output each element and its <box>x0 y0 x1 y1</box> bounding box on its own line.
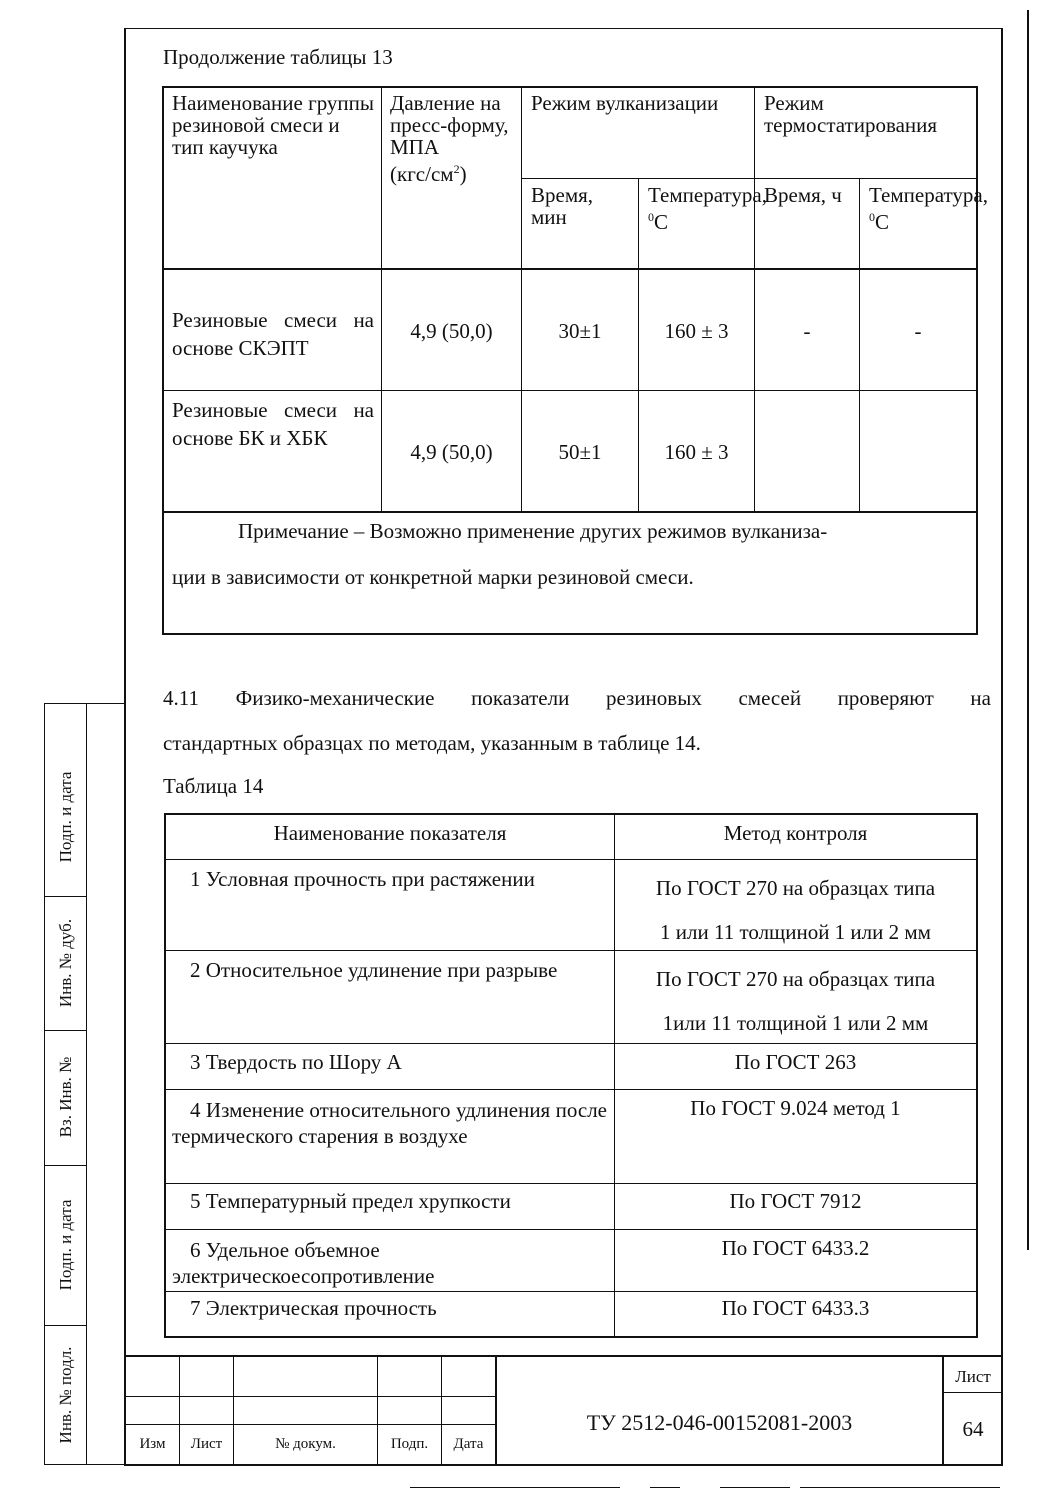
sheet-label: Лист <box>955 1367 991 1386</box>
t14-row2-name: 2 Относительное удлинение при разрыве <box>190 958 558 982</box>
t13-header-thermo-time: Время, ч <box>764 183 842 207</box>
margin-label-inv-dub: Инв. № дуб. <box>56 918 75 1008</box>
margin-label-vz-inv: Вз. Инв. № <box>56 1056 75 1138</box>
margin-label-sign-date-1: Подп. и дата <box>56 771 75 863</box>
t14-row1-method: По ГОСТ 270 на образцах типа 1 или 11 толщиной 1 или 2 мм <box>655 876 936 944</box>
t13-row2-time: 50±1 <box>558 440 602 464</box>
scan-mark <box>720 1487 790 1488</box>
stamp-list: Лист <box>190 1436 223 1452</box>
t14-row1-name: 1 Условная прочность при растяжении <box>190 867 535 891</box>
scan-mark <box>410 1487 620 1488</box>
t14-row7-name: 7 Электрическая прочность <box>190 1296 437 1320</box>
t13-row2-temp: 160 ± 3 <box>664 440 729 464</box>
t13-row1-pressure: 4,9 (50,0) <box>410 319 493 343</box>
t13-row1-thermo-time: - <box>803 319 811 343</box>
t13-note-line2: ции в зависимости от конкретной марки резиновой смеси. <box>172 565 694 589</box>
para-4-11-line2: стандартных образцах по методам, указанным в таблице 14. <box>163 731 701 755</box>
t14-row3-method: По ГОСТ 263 <box>734 1050 857 1074</box>
margin-label-sign-date-2: Подп. и дата <box>56 1199 75 1291</box>
scan-mark <box>800 1487 1000 1488</box>
t13-row1-temp: 160 ± 3 <box>664 319 729 343</box>
t13-row1-thermo-temp: - <box>914 319 922 343</box>
sheet-number: 64 <box>962 1417 984 1441</box>
t13-row1-group: Резиновые смеси на основе СКЭПТ <box>172 308 374 360</box>
t13-header-group: Наименование группы резиновой смеси и тип каучука <box>172 91 375 159</box>
t13-header-pressure: Давление на пресс-форму, МПА $(кгс/см^2)$ <box>390 91 509 186</box>
t13-header-vulcanization: Режим вулканизации <box>531 91 719 115</box>
stamp-izm: Изм <box>139 1436 166 1452</box>
t14-row5-name: 5 Температурный предел хрупкости <box>190 1189 511 1213</box>
t14-row4-name: 4 Изменение относительного удлинения после термического старения в воздухе <box>172 1098 607 1148</box>
t13-row1-time: 30±1 <box>558 319 602 343</box>
t14-row6-name: 6 Удельное объемное электрическоесопротивление <box>172 1238 435 1288</box>
t13-row2-group: Резиновые смеси на основе БК и ХБК <box>172 398 374 450</box>
t13-note-line1: Примечание – Возможно применение других режимов вулканиза- <box>238 519 828 543</box>
scan-mark <box>650 1487 680 1488</box>
t13-header-thermo-temp: Температура, $^0$С <box>869 183 988 234</box>
t14-header-method: Метод контроля <box>723 821 868 845</box>
stamp-data: Дата <box>453 1436 484 1452</box>
t14-row4-method: По ГОСТ 9.024 метод 1 <box>690 1096 901 1120</box>
t14-row5-method: По ГОСТ 7912 <box>729 1189 862 1213</box>
para-4-11-line1: 4.11 Физико-механические показатели резиновых смесей проверяют на <box>163 686 991 710</box>
table13-caption: Продолжение таблицы 13 <box>163 45 393 69</box>
t14-row7-method: По ГОСТ 6433.3 <box>721 1296 870 1320</box>
stamp-podp: Подп. <box>390 1436 429 1452</box>
t14-row6-method: По ГОСТ 6433.2 <box>721 1236 870 1260</box>
stamp-doc-no: № докум. <box>275 1436 336 1452</box>
margin-label-inv-podl: Инв. № подл. <box>56 1346 75 1444</box>
t13-header-vulc-temp: Температура, $^0$С <box>648 183 767 234</box>
table14-caption: Таблица 14 <box>163 774 264 798</box>
t13-row2-pressure: 4,9 (50,0) <box>410 440 493 464</box>
t13-header-thermostat: Режим термостатирования <box>764 91 938 137</box>
t14-row3-name: 3 Твердость по Шору А <box>190 1050 402 1074</box>
t14-row2-method: По ГОСТ 270 на образцах типа 1или 11 толщиной 1 или 2 мм <box>655 967 936 1035</box>
document-designation: ТУ 2512-046-00152081-2003 <box>586 1410 853 1435</box>
t14-header-name: Наименование показателя <box>273 821 507 845</box>
t13-header-vulc-time: Время, мин <box>531 183 594 229</box>
